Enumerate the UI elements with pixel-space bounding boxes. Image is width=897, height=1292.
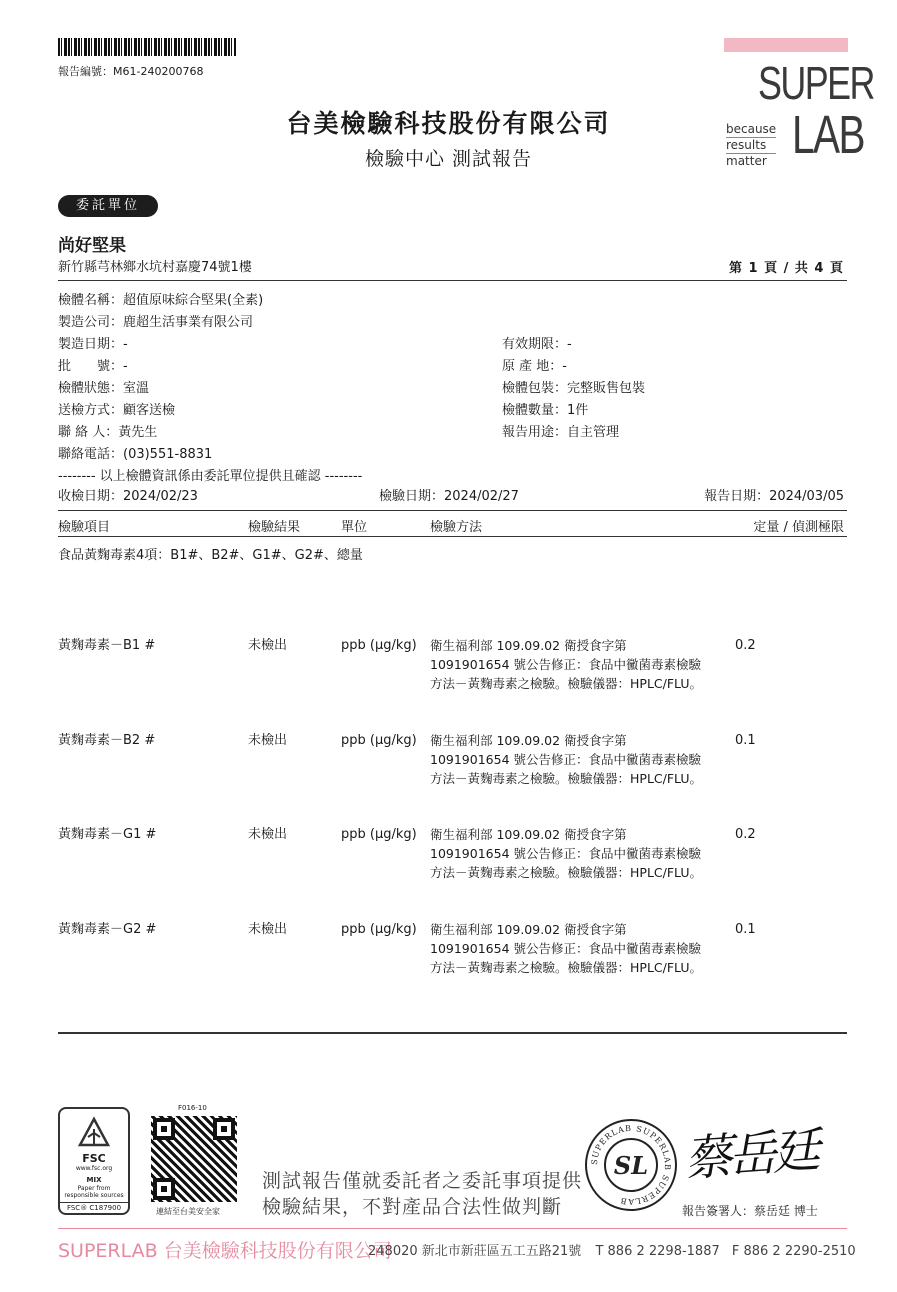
report-number: 報告編號：M61-240200768 <box>58 65 204 78</box>
received-date: 收檢日期：2024/02/23 <box>58 489 198 504</box>
footer-brand: SUPERLAB 台美檢驗科技股份有限公司 <box>58 1240 392 1262</box>
client-badge: 委託單位 <box>58 195 158 217</box>
footer-line <box>58 1228 847 1229</box>
superlab-logo <box>724 38 874 170</box>
row-method-line2: 1091901654 號公告修正：食品中黴菌毒素檢驗 <box>430 657 702 672</box>
info-packaging: 檢體包裝：完整販售包裝 <box>502 381 646 396</box>
company-title: 台美檢驗科技股份有限公司 <box>286 109 611 138</box>
info-delivery: 送檢方式：顧客送檢 <box>58 403 176 418</box>
fsc-logo: FSC www.fsc.org MIX Paper from responsible sources FSC® C187900 <box>58 1107 130 1215</box>
info-batch: 批 號：- <box>58 359 128 374</box>
th-result: 檢驗結果 <box>248 520 301 535</box>
th-item: 檢驗項目 <box>58 520 111 535</box>
th-method: 檢驗方法 <box>430 520 483 535</box>
confirmation-note: -------- 以上檢體資訊係由委託單位提供且確認 -------- <box>58 469 363 484</box>
row-method-line1: 衛生福利部 109.09.02 衛授食字第 <box>430 638 627 653</box>
client-name: 尚好堅果 <box>58 236 126 256</box>
row-item: 黃麴毒素－B2 # <box>58 733 156 748</box>
svg-text:SUPERLAB SUPERLAB SUPERLAB: SUPERLAB SUPERLAB SUPERLAB <box>589 1123 673 1207</box>
th-unit: 單位 <box>341 520 368 535</box>
handwritten-signature: 蔡岳廷 <box>682 1122 819 1188</box>
row-limit: 0.2 <box>735 638 756 653</box>
qr-code-label: F016-10 <box>178 1104 207 1112</box>
row-unit: ppb (µg/kg) <box>341 638 417 653</box>
table-header-line <box>58 536 847 537</box>
table-row <box>0 920 897 980</box>
group-title: 食品黃麴毒素4項：B1#、B2#、G1#、G2#、總量 <box>58 548 363 563</box>
info-manufacturer: 製造公司：鹿超生活事業有限公司 <box>58 315 254 330</box>
row-method-line3: 方法－黃麴毒素之檢驗。檢驗儀器：HPLC/FLU。 <box>430 960 703 975</box>
row-method-line3: 方法－黃麴毒素之檢驗。檢驗儀器：HPLC/FLU。 <box>430 865 703 880</box>
row-limit: 0.1 <box>735 733 756 748</box>
page-number: 第 1 頁 / 共 4 頁 <box>729 261 844 276</box>
info-mfg-date: 製造日期：- <box>58 337 128 352</box>
report-date: 報告日期：2024/03/05 <box>704 489 844 504</box>
row-unit: ppb (µg/kg) <box>341 922 417 937</box>
client-address: 新竹縣芎林鄉水坑村嘉慶74號1樓 <box>58 260 252 275</box>
logo-pink-bar <box>724 38 848 52</box>
info-expiry: 有效期限：- <box>502 337 572 352</box>
info-sample-name: 檢體名稱：超值原味綜合堅果(全素) <box>58 293 264 308</box>
info-purpose: 報告用途：自主管理 <box>502 425 620 440</box>
row-method-line2: 1091901654 號公告修正：食品中黴菌毒素檢驗 <box>430 941 702 956</box>
svg-text:SL: SL <box>613 1151 649 1180</box>
footer-fax: F 886 2 2290-2510 <box>731 1244 856 1259</box>
row-method-line3: 方法－黃麴毒素之檢驗。檢驗儀器：HPLC/FLU。 <box>430 771 703 786</box>
row-result: 未檢出 <box>248 922 288 937</box>
barcode <box>58 38 236 56</box>
row-method-line3: 方法－黃麴毒素之檢驗。檢驗儀器：HPLC/FLU。 <box>430 676 703 691</box>
info-origin: 原 產 地：- <box>502 359 567 374</box>
row-result: 未檢出 <box>248 827 288 842</box>
footer-phone: T 886 2 2298-1887 <box>595 1244 720 1259</box>
info-quantity: 檢體數量：1件 <box>502 403 589 418</box>
test-date: 檢驗日期：2024/02/27 <box>379 489 519 504</box>
disclaimer: 測試報告僅就委託者之委託事項提供 檢驗結果，不對產品合法性做判斷 <box>262 1170 583 1218</box>
logo-lab: LAB <box>792 105 865 165</box>
table-row <box>0 636 897 696</box>
info-phone: 聯絡電話：(03)551-8831 <box>58 447 213 462</box>
fsc-tree-icon <box>74 1115 114 1149</box>
th-limit: 定量 / 偵測極限 <box>753 520 844 535</box>
row-method-line1: 衛生福利部 109.09.02 衛授食字第 <box>430 733 627 748</box>
table-top-line <box>58 510 847 511</box>
qr-code[interactable] <box>151 1116 237 1202</box>
company-seal <box>584 1118 678 1212</box>
info-state: 檢體狀態：室溫 <box>58 381 150 396</box>
footer-address: 248020 新北市新莊區五工五路21號 <box>368 1244 582 1259</box>
row-item: 黃麴毒素－G1 # <box>58 827 157 842</box>
signer-label: 報告簽署人：蔡岳廷 博士 <box>682 1204 818 1218</box>
row-limit: 0.2 <box>735 827 756 842</box>
row-unit: ppb (µg/kg) <box>341 733 417 748</box>
table-bottom-line <box>58 1032 847 1034</box>
row-unit: ppb (µg/kg) <box>341 827 417 842</box>
report-subtitle: 檢驗中心 測試報告 <box>364 148 533 170</box>
row-method-line1: 衛生福利部 109.09.02 衛授食字第 <box>430 827 627 842</box>
logo-tagline: because results matter <box>726 122 777 168</box>
qr-caption: 連結至台美安全家 <box>156 1207 220 1216</box>
row-item: 黃麴毒素－G2 # <box>58 922 157 937</box>
row-result: 未檢出 <box>248 733 288 748</box>
row-method-line2: 1091901654 號公告修正：食品中黴菌毒素檢驗 <box>430 846 702 861</box>
table-row <box>0 825 897 885</box>
row-method-line1: 衛生福利部 109.09.02 衛授食字第 <box>430 922 627 937</box>
divider <box>58 280 847 281</box>
row-limit: 0.1 <box>735 922 756 937</box>
row-method-line2: 1091901654 號公告修正：食品中黴菌毒素檢驗 <box>430 752 702 767</box>
info-contact: 聯 絡 人：黃先生 <box>58 425 158 440</box>
footer-contact <box>368 1240 856 1259</box>
logo-super: SUPER <box>758 57 874 109</box>
row-result: 未檢出 <box>248 638 288 653</box>
table-row <box>0 731 897 791</box>
row-item: 黃麴毒素－B1 # <box>58 638 156 653</box>
